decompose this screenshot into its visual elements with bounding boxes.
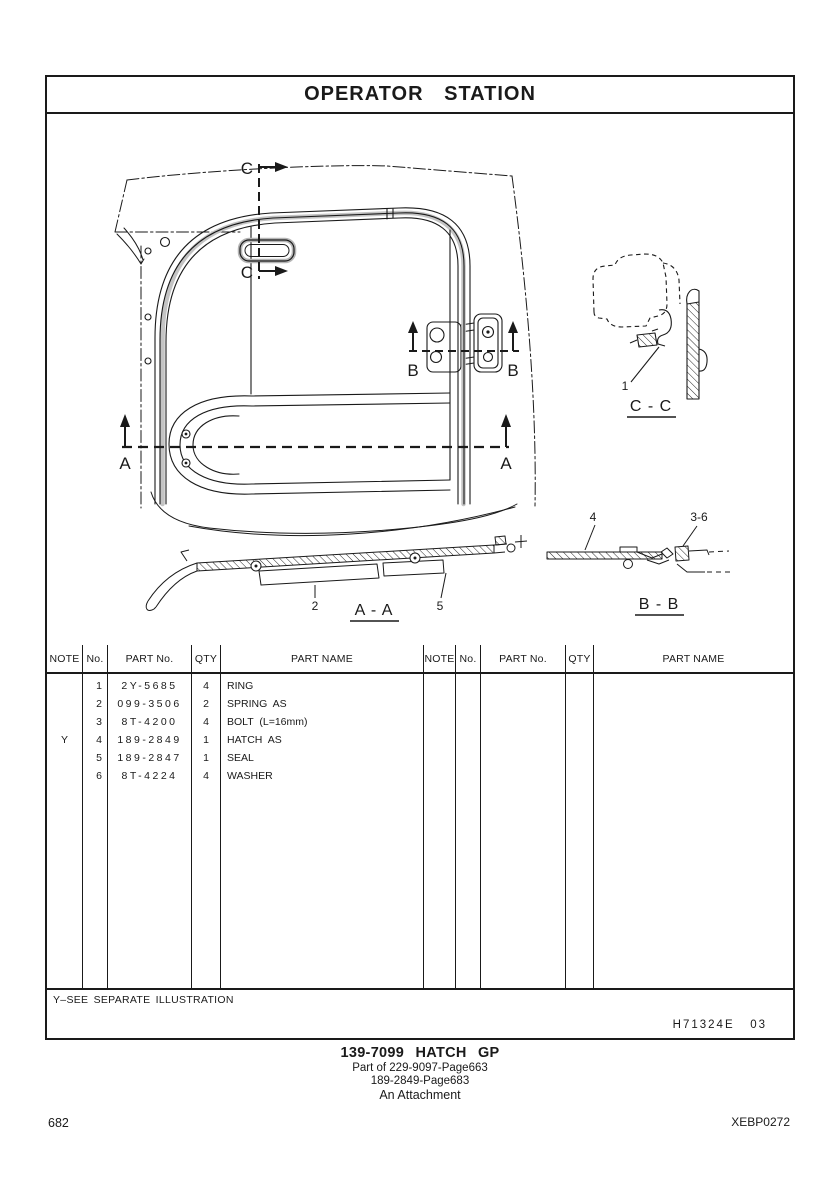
qty-cell: 4 bbox=[203, 716, 209, 728]
no-cell: 3 bbox=[96, 716, 102, 728]
section-label-c-top: C bbox=[240, 159, 253, 178]
seal-band bbox=[163, 213, 464, 504]
col-header-qty-right: QTY bbox=[566, 645, 594, 672]
table-col-no-right bbox=[456, 674, 481, 988]
doc-code: XEBP0272 bbox=[731, 1115, 790, 1129]
qty-cell: 4 bbox=[203, 680, 209, 692]
caption-subtitle-2: 189-2849-Page683 bbox=[370, 1074, 470, 1087]
col-header-no-left: No. bbox=[83, 645, 108, 672]
section-line-aa bbox=[120, 414, 511, 447]
main-view bbox=[115, 166, 535, 536]
note-cell bbox=[47, 749, 82, 767]
col-header-name-right: PART NAME bbox=[662, 652, 725, 665]
parts-table bbox=[47, 645, 793, 990]
col-header-note-left: NOTE bbox=[47, 645, 83, 672]
no-cell: 4 bbox=[96, 734, 102, 746]
col-header-no-right: No. bbox=[456, 645, 481, 672]
hatch-frame bbox=[155, 208, 470, 504]
qty-cell: 1 bbox=[203, 752, 209, 764]
partno-cell: 099-3506 bbox=[117, 698, 182, 710]
no-cell: 6 bbox=[96, 770, 102, 782]
qty-cell: 4 bbox=[203, 770, 209, 782]
cab-corner-edge bbox=[117, 228, 144, 264]
table-col-partno-left bbox=[108, 674, 192, 988]
figure-caption bbox=[45, 1045, 795, 1102]
callout-5-label: 5 bbox=[436, 599, 444, 613]
view-bb-title: B - B bbox=[638, 596, 680, 613]
no-cell: 1 bbox=[96, 680, 102, 692]
section-label-c-bottom: C bbox=[240, 263, 253, 282]
partno-cell: 8T-4200 bbox=[121, 716, 178, 728]
col-header-qty-left: QTY bbox=[192, 645, 221, 672]
caption-subtitle-3: An Attachment bbox=[379, 1088, 461, 1103]
callout-4-label: 4 bbox=[589, 510, 597, 524]
table-col-name-left bbox=[221, 674, 424, 988]
view-bb bbox=[547, 525, 731, 572]
hinge-recess bbox=[169, 393, 450, 494]
section-label-b-left: B bbox=[407, 361, 419, 380]
name-cell: BOLT (L=16mm) bbox=[227, 716, 308, 728]
note-cell bbox=[47, 695, 82, 713]
col-header-partno-left: PART No. bbox=[108, 645, 192, 672]
page-number: 682 bbox=[48, 1116, 69, 1130]
frame-hole bbox=[145, 314, 151, 320]
page-title: OPERATOR STATION bbox=[47, 77, 793, 114]
section-label-a-left: A bbox=[119, 454, 131, 473]
hatch-handle bbox=[240, 240, 294, 261]
diagram-area bbox=[47, 114, 793, 645]
name-cell: HATCH AS bbox=[227, 734, 282, 746]
revision-code: H71324E 03 bbox=[672, 1019, 767, 1031]
table-col-note-right bbox=[424, 674, 456, 988]
name-cell: SPRING AS bbox=[227, 698, 287, 710]
view-aa bbox=[146, 535, 527, 610]
callout-3-6-label: 3-6 bbox=[690, 510, 708, 524]
partno-cell: 189-2847 bbox=[117, 752, 182, 764]
view-cc-title: C - C bbox=[629, 398, 673, 415]
section-label-b-right: B bbox=[507, 361, 519, 380]
page-frame bbox=[45, 75, 795, 1040]
partno-cell: 189-2849 bbox=[117, 734, 182, 746]
footnote-area bbox=[47, 990, 793, 1038]
col-header-partno-right: PART No. bbox=[481, 645, 566, 672]
note-cell bbox=[47, 713, 82, 731]
view-aa-title: A - A bbox=[354, 602, 394, 619]
table-footnote: Y–SEE SEPARATE ILLUSTRATION bbox=[53, 994, 234, 1006]
col-header-note-right: NOTE bbox=[424, 645, 456, 672]
view-cc bbox=[593, 254, 707, 399]
hatch-assembly-diagram bbox=[47, 114, 792, 645]
qty-cell: 2 bbox=[203, 698, 209, 710]
partno-cell: 8T-4224 bbox=[121, 770, 178, 782]
note-cell bbox=[47, 767, 82, 785]
no-cell: 2 bbox=[96, 698, 102, 710]
name-cell: RING bbox=[227, 680, 254, 692]
col-header-name-left: PART NAME bbox=[221, 645, 424, 672]
note-cell bbox=[47, 677, 82, 695]
name-cell: WASHER bbox=[227, 770, 273, 782]
callout-2-label: 2 bbox=[311, 599, 319, 613]
table-col-qty-left bbox=[192, 674, 221, 988]
partno-cell: 2Y-5685 bbox=[121, 680, 178, 692]
table-col-no-left bbox=[83, 674, 108, 988]
caption-title: 139-7099 HATCH GP bbox=[340, 1045, 500, 1061]
no-cell: 5 bbox=[96, 752, 102, 764]
frame-hole bbox=[145, 248, 151, 254]
table-col-name-right bbox=[594, 674, 793, 988]
parts-table-body bbox=[47, 674, 793, 988]
callout-1-label: 1 bbox=[621, 379, 629, 393]
caption-subtitle-1: Part of 229-9097-Page663 bbox=[352, 1061, 488, 1074]
table-col-qty-right bbox=[566, 674, 594, 988]
qty-cell: 1 bbox=[203, 734, 209, 746]
note-cell: Y bbox=[60, 734, 68, 746]
section-label-a-right: A bbox=[500, 454, 512, 473]
frame-hole bbox=[145, 358, 151, 364]
name-cell: SEAL bbox=[227, 752, 254, 764]
table-col-partno-right bbox=[481, 674, 566, 988]
table-col-note-left bbox=[47, 674, 83, 988]
pivot-pin bbox=[161, 238, 170, 247]
parts-table-header bbox=[47, 645, 793, 674]
